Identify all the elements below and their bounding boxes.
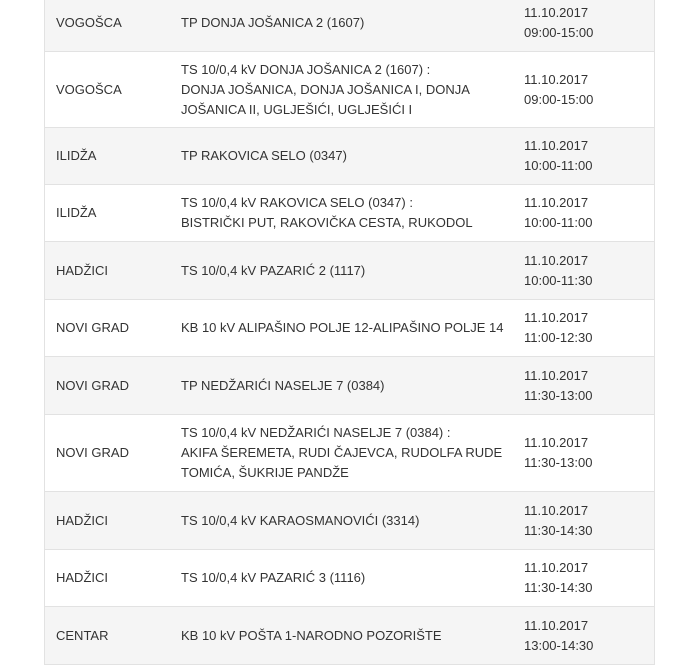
municipality-cell: ILIDŽA [56,148,97,163]
time-text: 11:00-12:30 [524,330,593,345]
municipality-cell: VOGOŠCA [56,14,122,30]
date-text: 11.10.2017 [524,560,589,575]
date-text: 11.10.2017 [524,138,589,153]
table-row [45,550,654,607]
time-text: 11:30-14:30 [524,580,593,595]
table-row [45,492,654,550]
location-cell: TS 10/0,4 kV KARAOSMANOVIĆI (3314) [181,512,420,528]
date-text: 11.10.2017 [524,435,589,450]
table-row [45,300,654,357]
date-text: 11.10.2017 [524,502,589,518]
time-text: 09:00-15:00 [524,91,594,107]
time-cell [514,193,654,233]
date-text: 11.10.2017 [524,617,589,633]
date-text: 11.10.2017 [524,367,589,383]
location-cell: TP DONJA JOŠANICA 2 (1607) [181,14,365,30]
time-cell [514,308,654,348]
municipality-cell: CENTAR [56,627,109,643]
time-cell [514,3,654,43]
outage-table [44,0,655,665]
time-text: 11:30-13:00 [524,455,593,470]
date-text: 11.10.2017 [524,252,589,268]
location-cell: KB 10 kV ALIPAŠINO POLJE 12-ALIPAŠINO POLJE 14 [181,320,504,335]
municipality-cell: HADŽICI [56,512,108,528]
time-text: 11:30-13:00 [524,387,593,403]
time-text: 09:00-15:00 [524,24,594,40]
location-cell: TP RAKOVICA SELO (0347) [181,148,347,163]
table-row [45,415,654,492]
table-row [45,357,654,415]
municipality-cell: HADŽICI [56,262,108,278]
municipality-cell: ILIDŽA [56,205,97,220]
municipality-cell: NOVI GRAD [56,377,129,393]
table-row [45,607,654,665]
date-text: 11.10.2017 [524,4,589,20]
time-text: 10:00-11:30 [524,272,593,288]
time-cell [514,251,654,291]
table-row [45,242,654,300]
municipality-cell: NOVI GRAD [56,320,129,335]
time-cell [514,501,654,541]
municipality-cell: NOVI GRAD [56,445,129,460]
table-row [45,0,654,52]
time-cell [514,433,654,473]
time-cell [514,366,654,406]
location-cell: TS 10/0,4 kV NEDŽARIĆI NASELJE 7 (0384) : AKIFA ŠEREMETA, RUDI ČAJEVCA, RUDOLFA RUDE TOMIĆA, ŠUKRIJE PANDŽE [181,425,503,480]
time-cell [514,558,654,598]
location-cell: TS 10/0,4 kV DONJA JOŠANICA 2 (1607) : DONJA JOŠANICA, DONJA JOŠANICA I, DONJA JOŠANICA II, UGLJEŠIĆI, UGLJEŠIĆI I [181,61,470,117]
table-row [45,52,654,128]
location-cell: TS 10/0,4 kV PAZARIĆ 2 (1117) [181,262,366,278]
date-text: 11.10.2017 [524,195,589,210]
location-cell: TP NEDŽARIĆI NASELJE 7 (0384) [181,377,385,393]
date-text: 11.10.2017 [524,71,589,87]
time-cell [514,136,654,176]
time-text: 13:00-14:30 [524,637,594,653]
time-text: 11:30-14:30 [524,522,593,538]
table-row [45,128,654,185]
location-cell: TS 10/0,4 kV RAKOVICA SELO (0347) : BISTRIČKI PUT, RAKOVIČKA CESTA, RUKODOL [181,195,473,230]
time-cell [514,616,654,656]
table-row [45,185,654,242]
date-text: 11.10.2017 [524,310,589,325]
location-cell: KB 10 kV POŠTA 1-NARODNO POZORIŠTE [181,627,442,643]
time-text: 10:00-11:00 [524,158,593,173]
location-cell: TS 10/0,4 kV PAZARIĆ 3 (1116) [181,570,366,585]
time-cell [514,70,654,110]
time-text: 10:00-11:00 [524,215,593,230]
municipality-cell: HADŽICI [56,570,108,585]
municipality-cell: VOGOŠCA [56,81,122,97]
